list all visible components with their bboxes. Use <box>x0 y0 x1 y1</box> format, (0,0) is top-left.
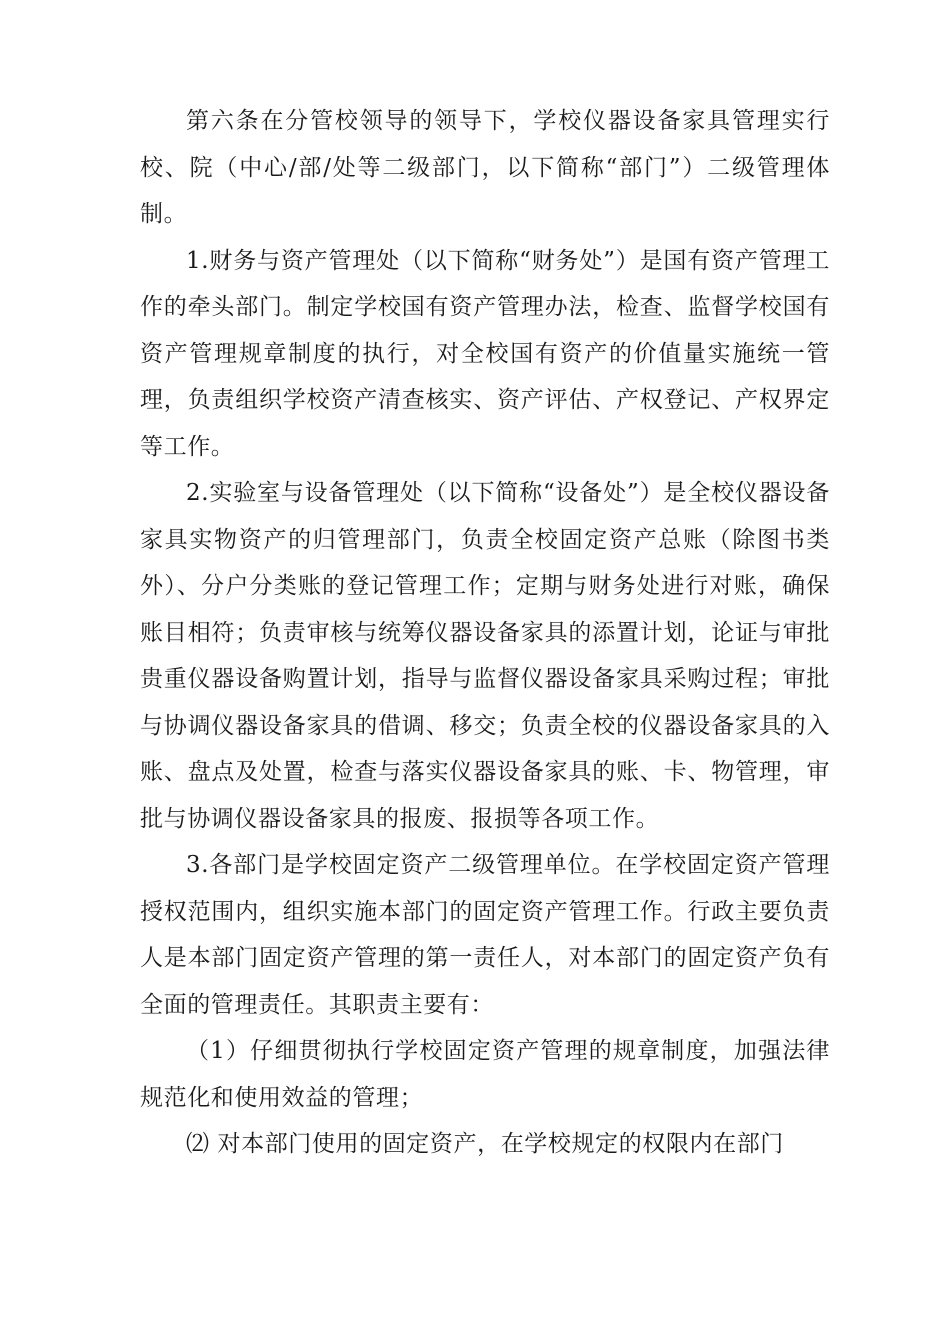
paragraph-subitem-2: ⑵ 对本部门使用的固定资产，在学校规定的权限内在部门 <box>186 1131 784 1157</box>
paragraph-item-2-equipment-office: 2.实验室与设备管理处（以下简称“设备处”）是全校仪器设备家具实物资产的归管理部门，负责全校固定资产总账（除图书类外）、分户分类账的登记管理工作；定期与财务处进行对账，确保账目相符；负责审核与统筹仪器设备家具的添置计划，论证与审批贵重仪器设备购置计划，指导与监督仪器设备家具采购过程；审批与协调仪器设备家具的借调、移交；负责全校的仪器设备家具的入账、盘点及处置，检查与落实仪器设备家具的账、卡、物管理，审批与协调仪器设备家具的报废、报损等各项工作。 <box>140 480 830 832</box>
paragraph-item-1-finance-office: 1.财务与资产管理处（以下简称“财务处”）是国有资产管理工作的牵头部门。制定学校国有资产管理办法，检查、监督学校国有资产管理规章制度的执行，对全校国有资产的价值量实施统一管理，负责组织学校资产清查核实、资产评估、产权登记、产权界定等工作。 <box>140 247 830 460</box>
paragraph-subitem-1: （1）仔细贯彻执行学校固定资产管理的规章制度，加强法律规范化和使用效益的管理； <box>140 1038 830 1111</box>
document-body <box>140 98 830 1168</box>
paragraph-article-six: 第六条在分管校领导的领导下，学校仪器设备家具管理实行校、院（中心/部/处等二级部门，以下简称“部门”）二级管理体制。 <box>140 108 830 227</box>
paragraph-item-3-departments: 3.各部门是学校固定资产二级管理单位。在学校固定资产管理授权范围内，组织实施本部门的固定资产管理工作。行政主要负责人是本部门固定资产管理的第一责任人，对本部门的固定资产负有全面的管理责任。其职责主要有： <box>140 852 830 1018</box>
